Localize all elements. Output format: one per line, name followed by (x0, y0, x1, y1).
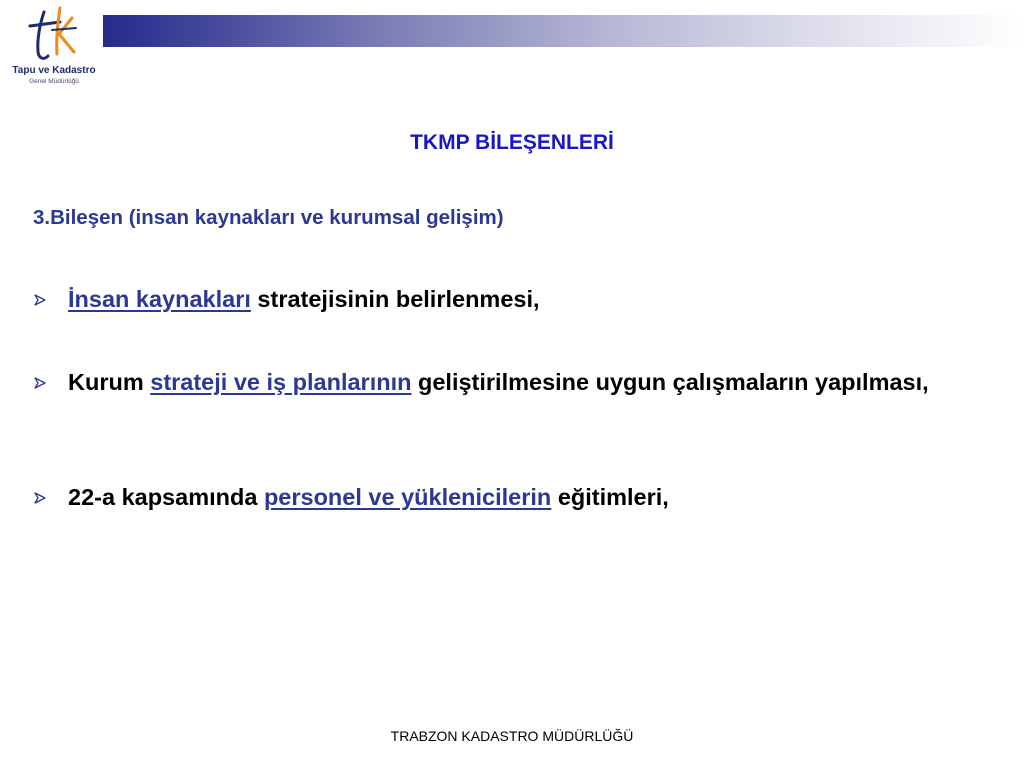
slide-title: TKMP BİLEŞENLERİ (410, 131, 614, 154)
bullet-text (68, 284, 945, 315)
footer-text: TRABZON KADASTRO MÜDÜRLÜĞÜ (390, 728, 634, 744)
arrowhead-bullet-icon (30, 367, 50, 398)
bullet-item (30, 482, 945, 513)
logo-name-line2: Genel Müdürlüğü (29, 78, 79, 85)
bullet-text (68, 482, 945, 513)
arrowhead-bullet-icon (30, 284, 50, 315)
bullet-after: geliştirilmesine uygun çalışmaların yapılması, (411, 369, 929, 395)
logo-name-line1: Tapu ve Kadastro (12, 65, 96, 76)
bullet-before: Kurum (68, 369, 151, 395)
header-gradient-bar (103, 15, 1024, 47)
bullet-before: 22-a kapsamında (68, 484, 264, 510)
bullet-link[interactable]: İnsan kaynakları (68, 286, 251, 312)
bullet-item (30, 284, 945, 315)
tk-monogram-icon (4, 4, 102, 64)
bullet-link[interactable]: personel ve yüklenicilerin (263, 484, 552, 510)
bullet-after: stratejisinin belirlenmesi, (250, 286, 540, 312)
bullet-text (68, 367, 945, 398)
bullet-after: eğitimleri, (551, 484, 669, 510)
arrowhead-bullet-icon (30, 482, 50, 513)
tkgm-logo (4, 4, 102, 92)
bullet-link[interactable]: strateji ve iş planlarının (150, 369, 412, 395)
slide-subtitle: 3.Bileşen (insan kaynakları ve kurumsal gelişim) (33, 206, 504, 229)
bullet-item (30, 367, 945, 398)
